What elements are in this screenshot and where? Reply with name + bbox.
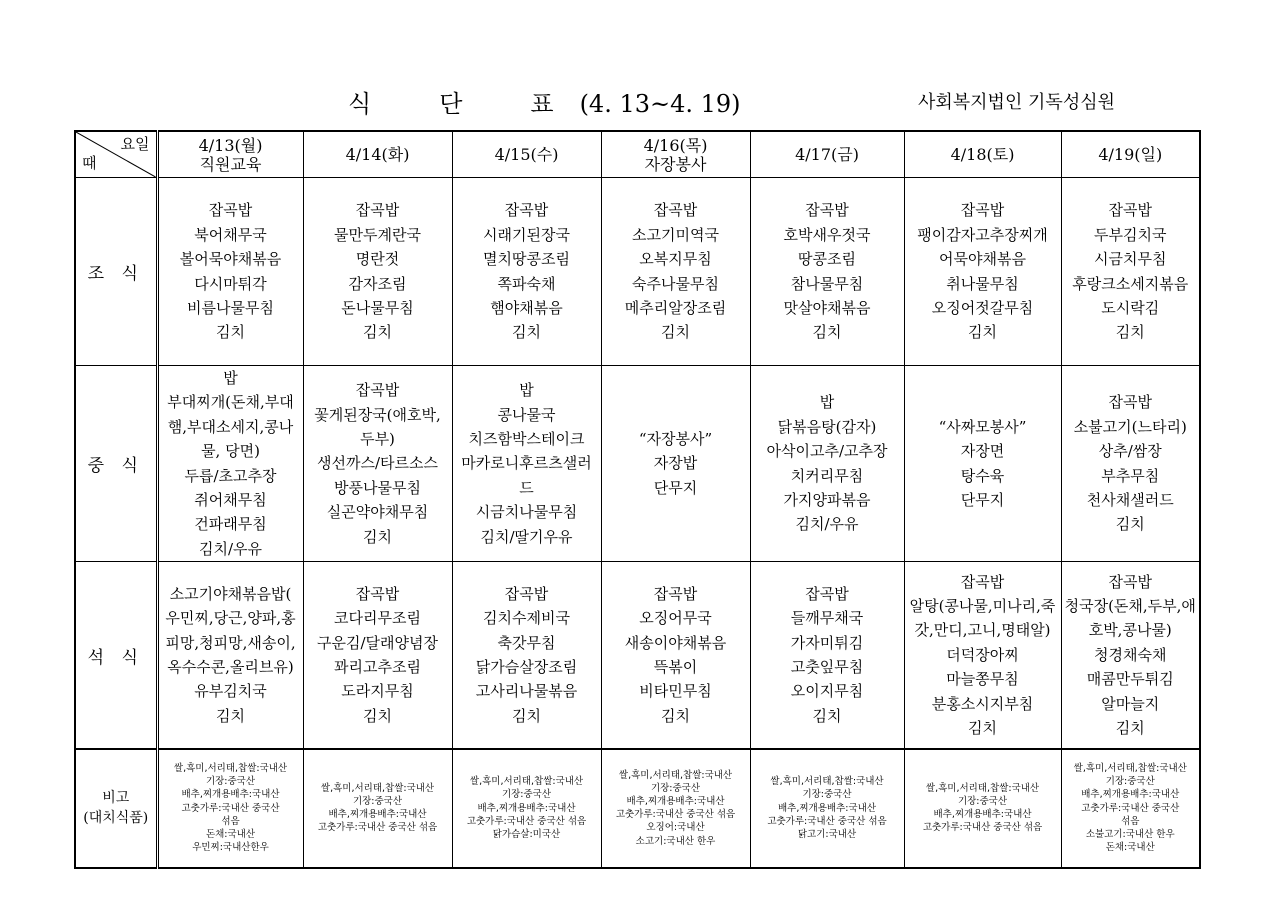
origin-note: 쌀,흑미,서리태,찹쌀:국내산	[925, 782, 1040, 794]
menu-item: 닭볶음탕(감자)	[777, 417, 877, 436]
menu-item: 밥	[519, 381, 534, 400]
menu-cell	[157, 178, 303, 366]
menu-item: 잡곡밥	[504, 584, 549, 603]
origin-note: 기장:중국산	[1105, 776, 1155, 788]
menu-item: 햄야채볶음	[490, 298, 563, 317]
notes-label	[75, 749, 157, 868]
menu-item: 드	[519, 478, 534, 497]
menu-item: 생선까스/타르소스	[317, 454, 438, 473]
origin-note: 돈채:국내산	[205, 829, 256, 841]
menu-item: 김치	[1115, 323, 1145, 342]
menu-item: 시래기된장국	[483, 225, 570, 244]
menu-item: 건파래무침	[194, 515, 267, 534]
menu-item: 실곤약야채무침	[326, 503, 429, 522]
menu-item: “자장봉사”	[638, 430, 713, 449]
menu-item: 꽈리고추조림	[334, 658, 421, 676]
menu-item: 잡곡밥	[1108, 201, 1152, 220]
menu-item: 부대찌개(돈채,부대	[167, 393, 294, 412]
origin-note: 쌀,흑미,서리태,찹쌀:국내산	[320, 782, 435, 794]
origin-note: 고춧가루:국내산 중국산 섞음	[317, 822, 438, 834]
organization-name: 사회복지법인 기독성심원	[918, 92, 1115, 113]
menu-item: 오복지무침	[639, 250, 712, 269]
menu-item: 잡곡밥	[355, 584, 400, 603]
menu-item: 쥐어채무침	[194, 491, 267, 510]
origin-note: 닭고기:국내산	[797, 829, 857, 841]
menu-item: 꽃게된장국(애호박,	[314, 405, 441, 424]
menu-item: 우민찌,당근,양파,홍	[165, 609, 296, 628]
menu-item: 김치/딸기우유	[480, 527, 573, 546]
menu-item: 더덕장아찌	[946, 645, 1019, 664]
menu-item: 코다리무조림	[334, 609, 421, 628]
origin-note: 배추,찌개용배추:국내산	[933, 809, 1032, 821]
menu-item: 두릅/초고추장	[184, 466, 277, 485]
menu-item: 아삭이고추/고추장	[766, 442, 888, 461]
menu-item: 치커리무침	[790, 466, 864, 485]
menu-item: 잡곡밥	[1108, 572, 1152, 591]
origin-note: 고춧가루:국내산 중국산	[181, 802, 280, 814]
menu-item: 어묵야채볶음	[939, 250, 1026, 269]
menu-item: 잡곡밥	[960, 572, 1005, 591]
menu-item: 김치	[363, 706, 392, 725]
notes-label-line1: 비고	[102, 790, 130, 807]
notes-cell	[452, 749, 601, 868]
menu-item: 물, 당면)	[201, 442, 260, 461]
menu-item: 메추리알장조림	[624, 298, 727, 317]
menu-item: 닭가슴살장조림	[475, 658, 578, 676]
origin-note: 기장:중국산	[352, 796, 403, 808]
origin-note: 기장:중국산	[205, 776, 256, 788]
menu-cell	[303, 366, 452, 562]
notes-cell	[157, 749, 303, 868]
day-axis-label: 요일	[120, 135, 150, 153]
menu-item: 땅콩조림	[798, 250, 856, 269]
menu-item: 상추/쌈장	[1098, 442, 1162, 461]
menu-item: 새송이야채볶음	[624, 633, 727, 652]
menu-item: 갓,만디,고니,명태알)	[914, 621, 1051, 640]
origin-note: 돈채:국내산	[1105, 842, 1155, 854]
origin-note: 쌀,흑미,서리태,찹쌀:국내산	[469, 776, 584, 788]
menu-item: 명란젓	[355, 250, 400, 269]
menu-cell	[157, 562, 303, 749]
menu-item: 잡곡밥	[653, 201, 698, 220]
origin-note: 고춧가루:국내산 중국산 섞음	[922, 822, 1043, 834]
menu-item: 잡곡밥	[355, 201, 400, 220]
menu-item: 천사채샐러드	[1086, 491, 1174, 510]
origin-note: 고춧가루:국내산 중국산 섞음	[767, 815, 887, 827]
menu-cell	[303, 562, 452, 749]
menu-item: 치즈함박스테이크	[468, 430, 585, 449]
menu-item: 김치	[363, 527, 392, 546]
menu-item: 고춧잎무침	[790, 658, 864, 676]
meal-label: 조 식	[75, 178, 157, 366]
menu-item: 단무지	[960, 491, 1005, 510]
origin-note: 오징어:국내산	[646, 822, 705, 834]
menu-item: 김치	[216, 706, 245, 725]
menu-item: 구운김/달래양념장	[317, 633, 438, 652]
menu-item: 잡곡밥	[504, 201, 549, 220]
header-row	[75, 131, 1200, 178]
menu-item: 호박새우젓국	[783, 225, 871, 244]
menu-item: 알탕(콩나물,미나리,죽	[909, 596, 1056, 615]
notes-cell	[904, 749, 1061, 868]
menu-item: 시금치나물무침	[475, 503, 578, 522]
menu-cell	[303, 178, 452, 366]
notes-cell	[303, 749, 452, 868]
origin-note: 쌀,흑미,서리태,찹쌀:국내산	[173, 763, 288, 775]
menu-item: 김치	[512, 323, 541, 342]
origin-note: 배추,찌개용배추:국내산	[181, 789, 280, 801]
menu-item: 잡곡밥	[355, 381, 400, 400]
menu-cell	[601, 366, 750, 562]
menu-item: 참나물무침	[790, 274, 864, 293]
menu-item: 맛살야채볶음	[783, 298, 871, 317]
menu-item: 도라지무침	[341, 682, 414, 701]
menu-item: 비름나물무침	[187, 298, 274, 317]
day-date: 4/16(목)	[643, 135, 708, 155]
menu-item: 잡곡밥	[653, 584, 698, 603]
origin-note: 소불고기:국내산 한우	[1085, 829, 1175, 841]
menu-item: 탕수육	[960, 466, 1005, 485]
menu-item: 들깨무채국	[790, 609, 864, 628]
menu-item: 두부)	[360, 430, 395, 449]
menu-item: 단무지	[653, 478, 698, 497]
notes-row	[75, 749, 1200, 868]
menu-item: 방풍나물무침	[334, 478, 421, 497]
day-date: 4/14(화)	[345, 145, 410, 164]
menu-item: 호박,콩나물)	[1088, 621, 1172, 640]
menu-item: 청경채숙채	[1094, 645, 1167, 664]
menu-item: 멸치땅콩조림	[483, 250, 570, 269]
menu-cell	[452, 562, 601, 749]
menu-cell	[904, 366, 1061, 562]
title-char: 식	[348, 90, 372, 118]
origin-note: 쌀,흑미,서리태,찹쌀:국내산	[770, 776, 884, 788]
menu-item: 김치	[968, 323, 997, 342]
page-title	[348, 84, 741, 119]
title-char: 표	[530, 90, 554, 118]
menu-item: 김치	[216, 323, 245, 342]
origin-note: 배추,찌개용배추:국내산	[1081, 789, 1180, 801]
menu-item: 피망,청피망,새송이,	[165, 633, 296, 652]
menu-item: 쪽파숙채	[497, 274, 556, 293]
menu-item: 취나물무침	[946, 274, 1019, 293]
notes-cell	[750, 749, 904, 868]
origin-note: 소고기:국내산 한우	[635, 835, 716, 847]
menu-item: 오이지무침	[790, 682, 864, 701]
day-header	[750, 131, 904, 178]
menu-item: 자장면	[960, 442, 1005, 461]
origin-note: 쌀,흑미,서리태,찹쌀:국내산	[1073, 763, 1187, 775]
title-char: 단	[439, 90, 463, 118]
day-header	[303, 131, 452, 178]
menu-item: 마카로니후르츠샐러	[461, 454, 592, 473]
title-period: (4. 13~4. 19)	[579, 90, 741, 118]
menu-cell	[904, 178, 1061, 366]
menu-item: 뜩볶이	[653, 658, 698, 676]
origin-note: 고춧가루:국내산 중국산 섞음	[615, 809, 736, 821]
day-header	[1061, 131, 1200, 178]
origin-note: 기장:중국산	[802, 789, 852, 801]
day-date: 4/19(일)	[1098, 145, 1163, 164]
menu-item: 팽이감자고추장찌개	[917, 225, 1048, 244]
notes-cell	[601, 749, 750, 868]
meal-row-dinner	[75, 562, 1200, 749]
menu-item: 잡곡밥	[960, 201, 1005, 220]
menu-item: 김치	[512, 706, 541, 725]
menu-item: 고사리나물볶음	[475, 682, 578, 701]
menu-item: 마늘쫑무침	[946, 670, 1019, 689]
origin-note: 기장:중국산	[501, 789, 552, 801]
menu-item: 알마늘지	[1101, 694, 1160, 713]
menu-item: 청국장(돈채,두부,애	[1064, 596, 1196, 615]
menu-item: 콩나물국	[497, 405, 556, 424]
menu-item: 후랑크소세지볶음	[1072, 274, 1189, 293]
notes-cell	[1061, 749, 1200, 868]
menu-cell	[1061, 562, 1200, 749]
origin-note: 기장:중국산	[957, 796, 1008, 808]
menu-item: 시금치무침	[1094, 250, 1167, 269]
origin-note: 배추,찌개용배추:국내산	[477, 802, 576, 814]
menu-item: 소불고기(느타리)	[1073, 417, 1187, 436]
menu-item: 매콤만두튀김	[1086, 670, 1174, 689]
meal-axis-label: 때	[82, 154, 97, 172]
origin-note: 배추,찌개용배추:국내산	[626, 796, 725, 808]
menu-item: 김치	[661, 706, 690, 725]
menu-item: 옥수수콘,올리브유)	[167, 658, 294, 676]
day-note: 자장봉사	[644, 154, 707, 174]
menu-cell	[1061, 366, 1200, 562]
menu-item: 김치	[812, 323, 842, 342]
notes-label-line2: (대치식품)	[83, 810, 149, 827]
menu-item: 잡곡밥	[805, 584, 849, 603]
menu-item: 김치	[812, 706, 842, 725]
menu-cell	[452, 178, 601, 366]
origin-note: 고춧가루:국내산 중국산 섞음	[466, 815, 587, 827]
menu-item: 소고기미역국	[632, 225, 719, 244]
day-note: 직원교육	[199, 154, 262, 174]
day-date: 4/17(금)	[795, 145, 859, 164]
day-header	[157, 131, 303, 178]
menu-table	[74, 130, 1201, 869]
menu-item: 김치	[1115, 515, 1145, 534]
menu-item: 김치/우유	[795, 515, 859, 534]
menu-item: 숙주나물무침	[632, 274, 719, 293]
menu-cell	[452, 366, 601, 562]
origin-note: 고춧가루:국내산 중국산	[1081, 802, 1180, 814]
menu-item: 물만두계란국	[334, 225, 421, 244]
origin-note: 섞음	[1121, 815, 1140, 827]
menu-item: 김치/우유	[198, 539, 262, 558]
menu-item: 돈나물무침	[341, 298, 414, 317]
day-header	[601, 131, 750, 178]
menu-item: 햄,부대소세지,콩나	[167, 417, 294, 436]
meal-row-breakfast	[75, 178, 1200, 366]
menu-cell	[904, 562, 1061, 749]
menu-item: 김치	[968, 719, 997, 738]
menu-item: 두부김치국	[1094, 225, 1167, 244]
menu-item: 잡곡밥	[208, 201, 253, 220]
menu-item: 잡곡밥	[1108, 393, 1152, 412]
menu-item: 비타민무침	[639, 682, 712, 701]
menu-item: 북어채무국	[194, 225, 267, 244]
menu-item: 부추무침	[1101, 466, 1160, 485]
day-date: 4/13(월)	[198, 135, 263, 155]
menu-item: 오징어젓갈무침	[931, 298, 1034, 317]
menu-item: 소고기야채볶음밥(	[169, 584, 292, 603]
menu-item: 분홍소시지부침	[931, 694, 1034, 713]
menu-item: 가자미튀김	[790, 633, 864, 652]
menu-item: 밥	[223, 369, 238, 387]
menu-cell	[750, 366, 904, 562]
menu-cell	[750, 178, 904, 366]
menu-cell	[1061, 178, 1200, 366]
menu-cell	[601, 178, 750, 366]
menu-item: 축갓무침	[497, 633, 556, 652]
menu-cell	[750, 562, 904, 749]
menu-item: 김치	[1115, 719, 1145, 738]
day-header	[904, 131, 1061, 178]
menu-item: 도시락김	[1101, 298, 1160, 317]
day-date: 4/18(토)	[950, 145, 1015, 164]
menu-item: 밥	[819, 393, 835, 412]
origin-note: 배추,찌개용배추:국내산	[778, 802, 876, 814]
menu-item: 유부김치국	[194, 682, 267, 701]
menu-item: 잡곡밥	[805, 201, 849, 220]
menu-item: 감자조림	[348, 274, 407, 293]
origin-note: 쌀,흑미,서리태,찹쌀:국내산	[618, 769, 733, 781]
meal-row-lunch	[75, 366, 1200, 562]
origin-note: 닭가슴살:미국산	[492, 829, 561, 841]
menu-item: 김치수제비국	[483, 609, 570, 628]
origin-note: 섞음	[221, 815, 240, 827]
menu-item: 가지양파볶음	[783, 491, 871, 510]
day-date: 4/15(수)	[494, 145, 559, 164]
day-header	[452, 131, 601, 178]
menu-cell	[157, 366, 303, 562]
menu-cell	[601, 562, 750, 749]
origin-note: 배추,찌개용배추:국내산	[328, 809, 427, 821]
menu-item: 오징어무국	[639, 609, 712, 628]
origin-note: 우민찌:국내산한우	[192, 842, 269, 854]
menu-item: 김치	[363, 323, 392, 342]
menu-item: 자장밥	[653, 454, 698, 473]
origin-note: 기장:중국산	[650, 782, 701, 794]
menu-item: 볼어묵야채볶음	[179, 250, 282, 269]
menu-item: 다시마튀각	[194, 274, 267, 293]
meal-label: 중 식	[75, 366, 157, 562]
corner-cell	[75, 131, 157, 178]
menu-item: 김치	[661, 323, 690, 342]
meal-label: 석 식	[75, 562, 157, 749]
menu-item: “사짜모봉사”	[938, 417, 1027, 436]
